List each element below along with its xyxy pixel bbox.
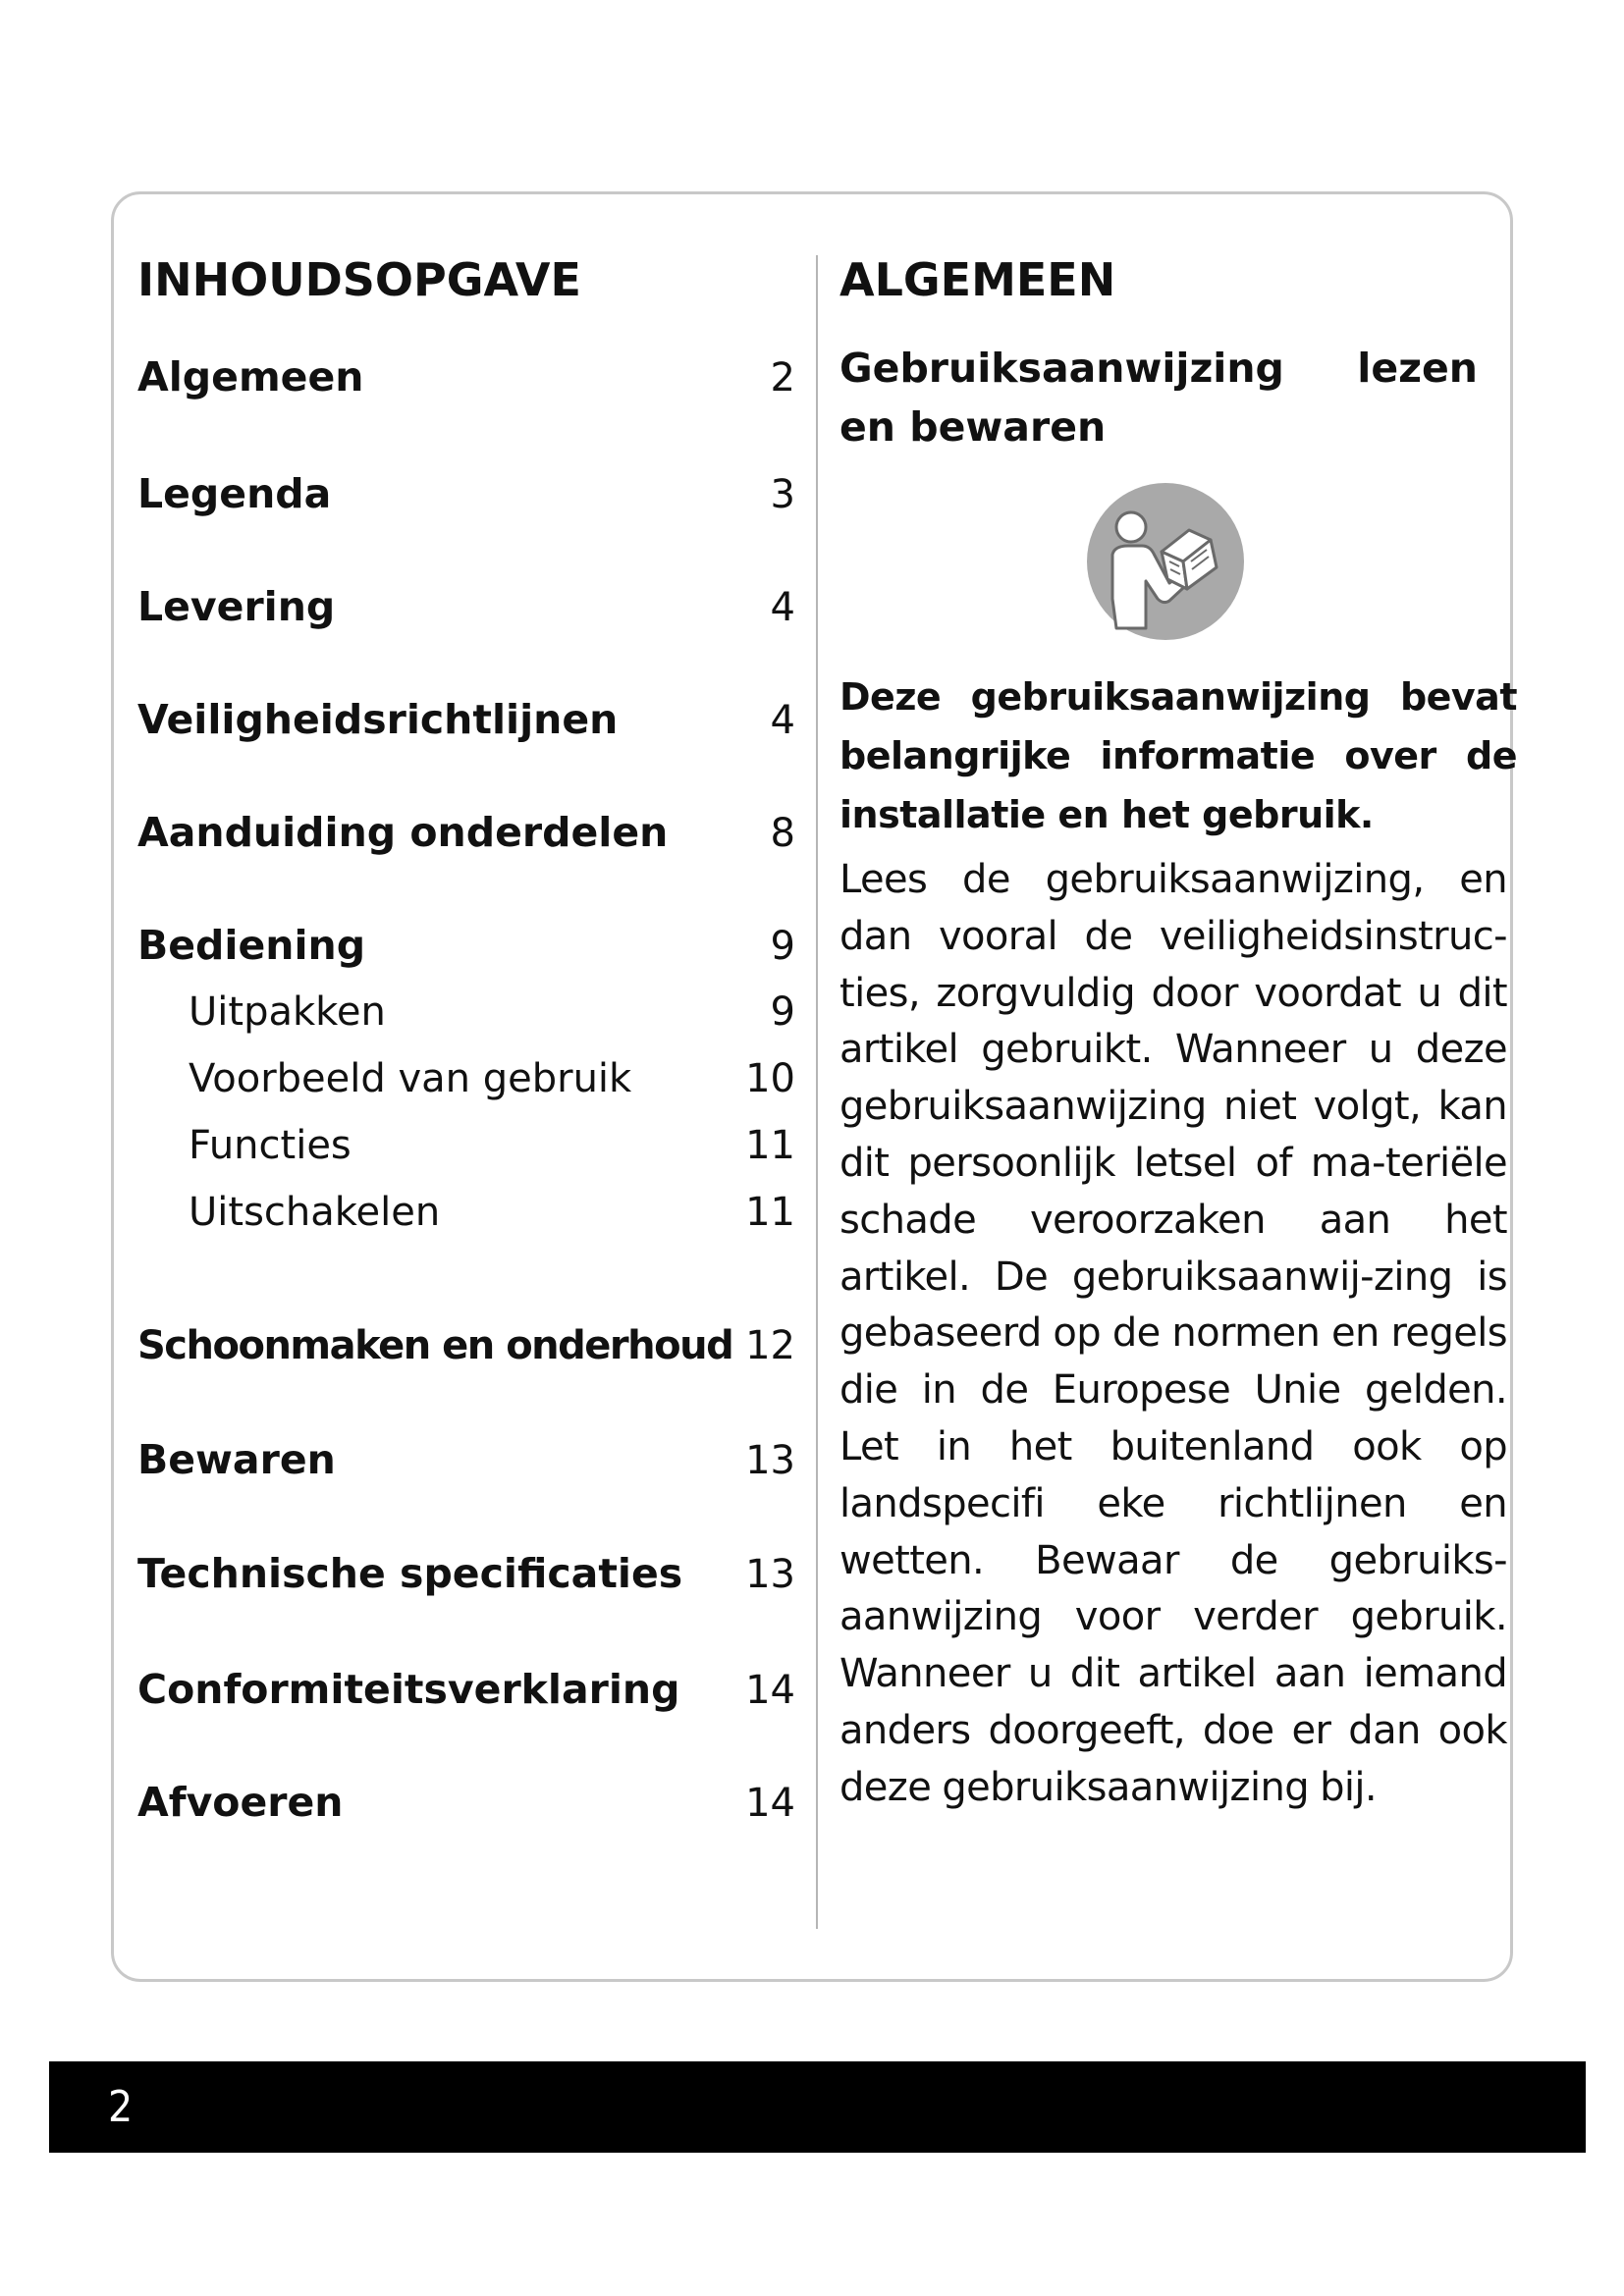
toc-entry-schoonmaken-en-onderhoud[interactable]	[137, 1323, 795, 1368]
toc-entry-label: Schoonmaken en onderhoud	[137, 1323, 733, 1368]
toc-entry-page: 3	[770, 472, 795, 517]
toc-entry-page: 11	[745, 1190, 795, 1235]
toc-entry-label: Uitschakelen	[189, 1190, 441, 1235]
toc-entry-page: 13	[745, 1552, 795, 1597]
toc-entry-page: 11	[745, 1123, 795, 1168]
toc-entry-label: Veiligheidsrichtlijnen	[137, 696, 619, 743]
toc-entry-page: 14	[745, 1668, 795, 1713]
toc-entry-algemeen[interactable]	[137, 353, 795, 400]
toc-entry-legenda[interactable]	[137, 470, 795, 517]
toc-entry-label: Afvoeren	[137, 1779, 344, 1826]
section-subtitle: Gebruiksaanwijzing lezen en bewaren	[839, 345, 1478, 451]
page-number: 2	[108, 2082, 134, 2132]
read-manual-icon	[1085, 481, 1247, 643]
toc-entry-label: Algemeen	[137, 353, 364, 400]
toc-entry-label: Legenda	[137, 470, 332, 517]
toc-entry-label: Conformiteitsverklaring	[137, 1666, 680, 1713]
toc-entry-afvoeren[interactable]	[137, 1779, 795, 1826]
toc-entry-page: 4	[770, 585, 795, 630]
toc-entry-page: 8	[770, 811, 795, 856]
footer-bar	[49, 2061, 1586, 2153]
toc-entry-page: 13	[745, 1438, 795, 1483]
toc-entry-page: 9	[770, 924, 795, 969]
toc-entry-bewaren[interactable]	[137, 1436, 795, 1483]
column-divider	[816, 255, 818, 1929]
toc-entry-page: 2	[770, 355, 795, 400]
toc-entry-conformiteitsverklaring[interactable]	[137, 1666, 795, 1713]
toc-entry-label: Technische specificaties	[137, 1550, 683, 1597]
toc-entry-page: 4	[770, 698, 795, 743]
toc-title: INHOUDSOPGAVE	[137, 253, 581, 306]
toc-entry-label: Aanduiding onderdelen	[137, 809, 669, 856]
toc-entry-page: 10	[745, 1056, 795, 1101]
toc-entry-label: Voorbeeld van gebruik	[189, 1056, 632, 1101]
body-paragraph: Lees de gebruiksaanwijzing, en dan vooral de veiligheidsinstruc-ties, zorgvuldig door voordat u dit artikel gebruikt. Wanneer u deze gebruiksaanwijzing niet volgt, kan dit persoonlijk letsel of ma-teriële schade veroorzaken aan het artikel. De gebruiksaanwij-zing is gebaseerd op de normen en regels die in de Europese Unie gelden. Let in het buitenland ook op landspecifi eke richtlijnen en wetten. Bewaar de gebruiks-aanwijzing voor verder gebruik. Wanneer u dit artikel aan iemand anders doorgeeft, doe er dan ook deze gebruiksaanwijzing bij.	[839, 857, 1507, 1810]
section-title: ALGEMEEN	[839, 253, 1116, 306]
toc-entry-label: Bewaren	[137, 1436, 336, 1483]
toc-entry-label: Uitpakken	[189, 989, 386, 1035]
toc-entry-label: Bediening	[137, 922, 366, 969]
toc-subentry-uitpakken[interactable]	[137, 989, 795, 1035]
toc-entry-label: Functies	[189, 1123, 352, 1168]
lead-paragraph: Deze gebruiksaanwijzing bevat belangrijke informatie over de installatie en het gebruik.	[839, 675, 1517, 836]
toc-entry-technische-specificaties[interactable]	[137, 1550, 795, 1597]
toc-entry-label: Levering	[137, 583, 336, 630]
toc-entry-page: 12	[745, 1323, 795, 1368]
toc-entry-veiligheidsrichtlijnen[interactable]	[137, 696, 795, 743]
toc-entry-aanduiding-onderdelen[interactable]	[137, 809, 795, 856]
toc-entry-page: 9	[770, 989, 795, 1035]
toc-entry-bediening[interactable]	[137, 922, 795, 969]
toc-subentry-voorbeeld-van-gebruik[interactable]	[137, 1056, 795, 1101]
toc-entry-levering[interactable]	[137, 583, 795, 630]
toc-subentry-uitschakelen[interactable]	[137, 1190, 795, 1235]
toc-subentry-functies[interactable]	[137, 1123, 795, 1168]
toc-entry-page: 14	[745, 1781, 795, 1826]
